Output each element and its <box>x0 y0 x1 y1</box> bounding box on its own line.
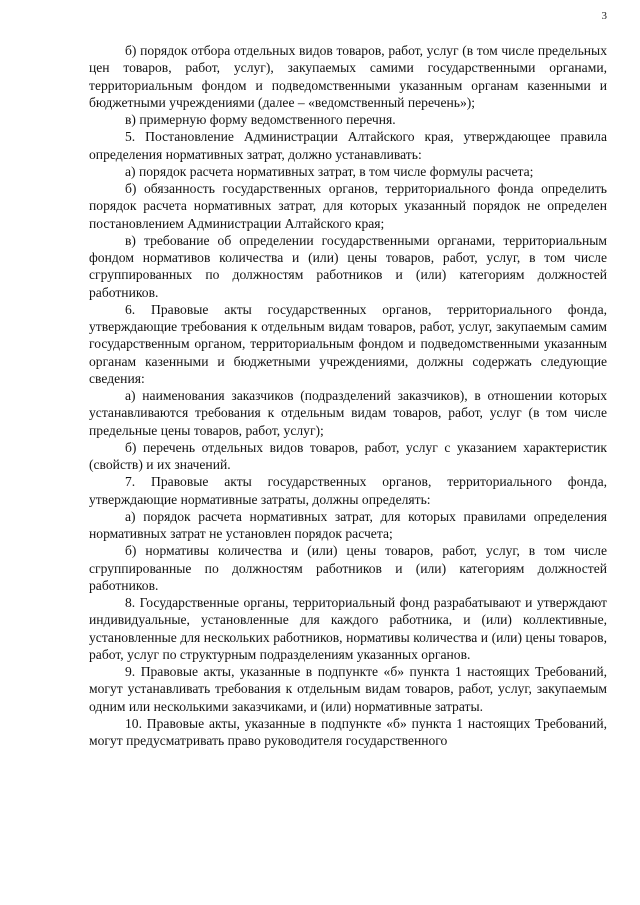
paragraph-5b: б) обязанность государственных органов, территориального фонда определить порядок расчета нормативных затрат, для которых указанный порядок не определен постановлением Администрации Алтайского края; <box>89 181 607 231</box>
paragraph-8: 8. Государственные органы, территориальный фонд разрабатывают и утверждают индивидуальные, установленные для каждого работника, и (или) коллективные, установленные для нескольких работников, нормативы количества и (или) цены товаров, работ, услуг по структурным подразделениям указанных органов. <box>89 595 607 662</box>
paragraph-6a: а) наименования заказчиков (подразделений заказчиков), в отношении которых устанавливаются требования к отдельным видам товаров, работ, услуг (в том числе предельные цены товаров, работ, услуг); <box>89 388 607 438</box>
document-body <box>89 42 607 749</box>
page-number: 3 <box>601 10 607 22</box>
paragraph-5c: в) требование об определении государственными органами, территориальным фондом нормативов количества и (или) цены товаров, работ, услуг, в том числе сгруппированных по должностям работников и (или) категориям должностей работников. <box>89 232 607 300</box>
paragraph-6b: б) перечень отдельных видов товаров, работ, услуг с указанием характеристик (свойств) и их значений. <box>89 439 607 472</box>
paragraph-6: 6. Правовые акты государственных органов, территориального фонда, утверждающие требования к отдельным видам товаров, работ, услуг, закупаемым самим государственным органом, территориальным фондом и подведомственными указанным органам казенными и бюджетными учреждениями, должны содержать следующие сведения: <box>89 301 607 386</box>
paragraph-5a: а) порядок расчета нормативных затрат, в том числе формулы расчета; <box>125 163 534 179</box>
paragraph-4b: б) порядок отбора отдельных видов товаров, работ, услуг (в том числе предельных цен товаров, работ, услуг), закупаемых самими государственными органами, территориальным фондом и подведомственными указанным органам казенными и бюджетными учреждениями (далее – «ведомственный перечень»); <box>89 43 607 110</box>
paragraph-7b: б) нормативы количества и (или) цены товаров, работ, услуг, в том числе сгруппированные по должностям работников и (или) категориям должностей работников. <box>89 543 607 593</box>
paragraph-4c: в) примерную форму ведомственного перечня. <box>125 112 396 127</box>
paragraph-10: 10. Правовые акты, указанные в подпункте «б» пункта 1 настоящих Требований, могут предусматривать право руководителя государственного <box>89 715 607 748</box>
paragraph-5: 5. Постановление Администрации Алтайского края, утверждающее правила определения нормативных затрат, должно устанавливать: <box>89 129 607 162</box>
paragraph-9: 9. Правовые акты, указанные в подпункте «б» пункта 1 настоящих Требований, могут устанавливать требования к отдельным видам товаров, работ, услуг, закупаемым одним или несколькими заказчиками, и (или) нормативные затраты. <box>89 664 607 714</box>
paragraph-7a: а) порядок расчета нормативных затрат, для которых правилами определения нормативных затрат не установлен порядок расчета; <box>89 508 607 541</box>
paragraph-7: 7. Правовые акты государственных органов, территориального фонда, утверждающие нормативные затраты, должны определять: <box>89 474 607 507</box>
